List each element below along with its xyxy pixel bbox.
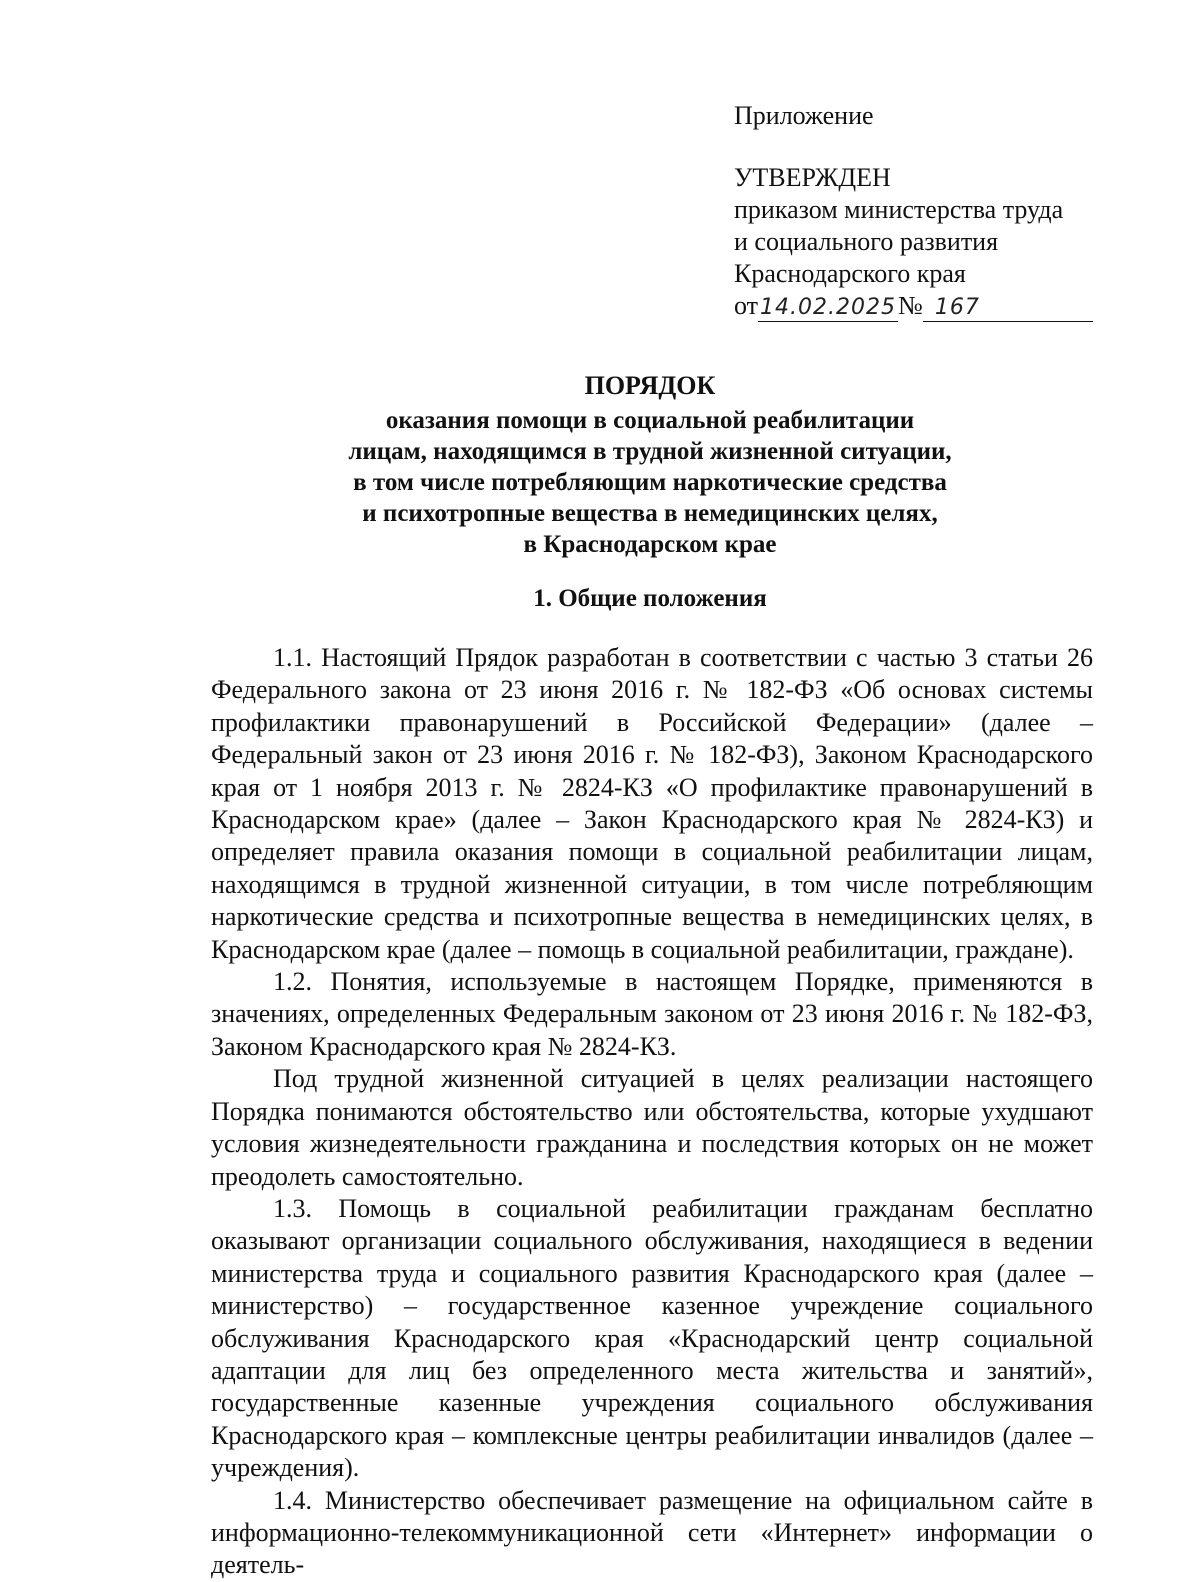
date-prefix: от: [734, 291, 759, 320]
approval-line: Краснодарского края: [734, 259, 966, 288]
body-text: [211, 642, 1093, 1582]
title-line: оказания помощи в социальной реабилитации: [385, 407, 915, 434]
document-title: [150, 370, 1150, 560]
title-line: в Краснодарском крае: [523, 531, 777, 558]
approval-block: [734, 100, 1094, 324]
paragraph: Под трудной жизненной ситуацией в целях реализации настоящего Порядка понимаются обстоятельство или обстоятельства, которые ухудшают условия жизнедеятельности гражданина и последствия которых он не может преодолеть самостоятельно.: [211, 1064, 1093, 1191]
title-line: в том числе потребляющим наркотические средства: [353, 469, 947, 496]
section-heading: 1. Общие положения: [533, 585, 767, 612]
title-line: лицам, находящимся в трудной жизненной ситуации,: [348, 438, 952, 465]
paragraph: 1.1. Настоящий Прядок разработан в соответствии с частью 3 статьи 26 Федерального закона от 23 июня 2016 г. № 182-ФЗ «Об основах системы профилактики правонарушений в Российской Федерации» (далее – Федеральный закон от 23 июня 2016 г. № 182-ФЗ), Законом Краснодарского края от 1 ноября 2013 г. № 2824-КЗ «О профилактике правонарушений в Краснодарском крае» (далее – Закон Краснодарского края № 2824-КЗ) и определяет правила оказания помощи в социальной реабилитации лицам, находящимся в трудной жизненной ситуации, в том числе потребляющим наркотические средства и психотропные вещества в немедицинских целях, в Краснодарском крае (далее – помощь в социальной реабилитации, граждане).: [211, 643, 1093, 964]
handwritten-number: 167: [923, 295, 1093, 322]
approved-label: УТВЕРЖДЕН: [734, 163, 891, 192]
appendix-label: Приложение: [734, 101, 874, 130]
date-number-line: [734, 290, 1094, 324]
number-label: №: [898, 291, 923, 320]
title-line: и психотропные вещества в немедицинских целях,: [362, 500, 938, 527]
approval-line: и социального развития: [734, 227, 999, 256]
title-main: ПОРЯДОК: [584, 371, 716, 400]
approval-line: приказом министерства труда: [734, 195, 1064, 224]
paragraph: 1.3. Помощь в социальной реабилитации гражданам бесплатно оказывают организации социального обслуживания, находящиеся в ведении министерства труда и социального развития Краснодарского края (далее – министерство) – государственное казенное учреждение социального обслуживания Краснодарского края «Краснодарский центр социальной адаптации для лиц без определенного места жительства и занятий», государственные казенные учреждения социального обслуживания Краснодарского края – комплексные центры реабилитации инвалидов (далее – учреждения).: [211, 1193, 1093, 1483]
paragraph: 1.2. Понятия, используемые в настоящем Порядке, применяются в значениях, определенных Федеральным законом от 23 июня 2016 г. № 182-ФЗ, Законом Краснодарского края № 2824-КЗ.: [211, 967, 1093, 1061]
handwritten-date: 14.02.2025: [758, 295, 898, 322]
paragraph: 1.4. Министерство обеспечивает размещение на официальном сайте в информационно-телекоммуникационной сети «Интернет» информации о деятель-: [211, 1485, 1093, 1580]
